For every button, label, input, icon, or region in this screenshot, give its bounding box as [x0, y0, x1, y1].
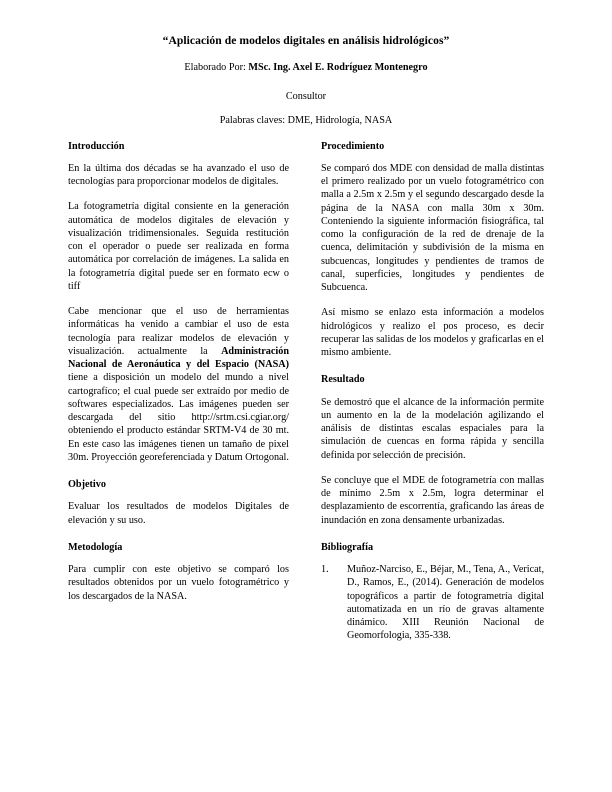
- section-heading-resultado: Resultado: [321, 374, 365, 386]
- objetivo-paragraph-1: Evaluar los resultados de modelos Digitales de elevación y su uso.: [68, 501, 289, 526]
- author-name: MSc. Ing. Axel E. Rodríguez Montenegro: [248, 62, 428, 74]
- introduccion-paragraph-2: La fotogrametría digital consiente en la generación automática de modelos digitales de elevación y visualización tridimensionales. Seguida restitución con el operador o puede ser realizada en forma automática por correlación de imágenes. La salida en la fotogrametría digital puede ser en formato ecw o tiff: [68, 201, 289, 292]
- bibliography-entry: [321, 563, 544, 643]
- bibliography-entry-number: 1.: [321, 564, 329, 576]
- introduccion-paragraph-3: [68, 305, 289, 464]
- nasa-organization-name: Administración Nacional de Aeronáutica y del Espacio (NASA): [68, 345, 289, 371]
- author-prefix-label: Elaborado Por:: [184, 62, 249, 74]
- bibliography-entry-text: Muñoz-Narciso, E., Béjar, M., Tena, A., Vericat, D., Ramos, E., (2014). Generación de modelos topográficos a partir de fotogrametría digital automatizada en un río de gravas altamente dinámico. XIII Reunión Nacional de Geomorfologia, 335-338.: [347, 564, 544, 642]
- introduccion-paragraph-3-part-b: tiene a disposición un modelo del mundo a nivel cartografíco; el cual puede ser extraído por medio de softwares especializados. Las imágenes pueden ser descargada del sitio http://srtm.csi.cgiar.org/ obteniendo el producto estándar SRTM-V4 de 30 mt. En este caso las imágenes tienen un tamaño de pixel 30m. Proyección georeferenciada y Datum Ortogonal.: [68, 372, 289, 463]
- left-column: [68, 141, 289, 603]
- page-title: “Aplicación de modelos digitales en análisis hidrológicos”: [162, 34, 450, 47]
- introduccion-paragraph-1: En la última dos décadas se ha avanzado el uso de tecnologías para proporcionar modelos de digitales.: [68, 162, 289, 188]
- two-column-body: [68, 141, 544, 643]
- procedimiento-paragraph-2: Así mismo se enlazo esta información a modelos hidrológicos y realizo el pos proceso, es decir recuperar las salidas de los modelos y graficarlas en el mismo ambiente.: [321, 307, 544, 359]
- keywords-line: Palabras claves: DME, Hidrología, NASA: [219, 114, 393, 126]
- introduccion-paragraph-3-part-a: Cabe mencionar que el uso de herramientas informáticas ha venido a cambiar el uso de esta tecnología para realizar modelos de elevación y visualización. actualmente la: [68, 306, 289, 357]
- metodologia-paragraph-1: Para cumplir con este objetivo se comparó los resultados obtenidos por un vuelo fotogramétrico y los descargados de la NASA.: [68, 564, 289, 602]
- resultado-paragraph-1: Se demostró que el alcance de la información permite un aumento en la de la modelación agilizando el análisis de distintas escalas espaciales para la simulación de cuencas en forma rápida y sencilla definida por selección de precisión.: [321, 396, 544, 461]
- section-heading-procedimiento: Procedimiento: [321, 140, 385, 152]
- right-column: [321, 141, 544, 643]
- procedimiento-paragraph-1: Se comparó dos MDE con densidad de malla distintas el primero realizado por un vuelo fotogramétrico con malla a 2.5m x 2.5m y el segundo descargado desde la página de la NASA con malla 30m x 30m. Conteniendo la siguiente información fisiográfica, tal como la configuración de la red de drenaje de la cuenca, delimitación y subdivisión de la misma en subcuencas, longitudes y pendientes de tramos de canal, superficies, longitudes y pendientes de Subcuenca.: [321, 162, 544, 294]
- author-line: [68, 62, 544, 74]
- author-role: Consultor: [285, 90, 327, 102]
- document-header: [68, 34, 544, 126]
- resultado-paragraph-2: Se concluye que el MDE de fotogrametría con mallas de mínimo 2.5m x 2.5m, logra determinar el desplazamiento de escorrentía, graficando las áreas de inundación en zona densamente urbanizadas.: [321, 474, 544, 526]
- section-heading-objetivo: Objetivo: [68, 479, 106, 491]
- bibliography-list: [321, 563, 544, 643]
- section-heading-metodologia: Metodología: [68, 541, 123, 553]
- section-heading-bibliografia: Bibliografía: [321, 541, 374, 553]
- section-heading-introduccion: Introducción: [68, 140, 125, 152]
